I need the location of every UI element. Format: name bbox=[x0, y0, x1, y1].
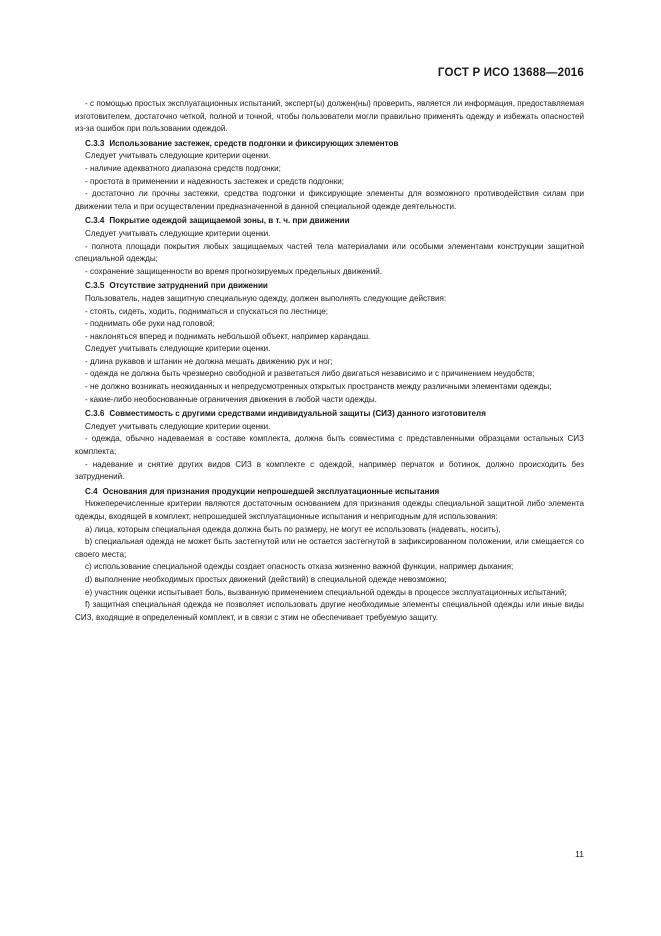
paragraph: b) специальная одежда не может быть застегнутой или не остается застегнутой в зафиксированном положении, или смещается со своего места; bbox=[75, 537, 584, 559]
paragraph: - наличие адекватного диапазона средств подгонки; bbox=[85, 163, 281, 173]
paragraph: - надевание и снятие других видов СИЗ в комплекте с одеждой, например перчаток и ботинок, должно происходить без затруднений. bbox=[75, 459, 584, 482]
paragraph: Нижеперечисленные критерии являются достаточным основанием для признания одежды специальной защитной либо элемента одежды, входящей в комплект, непрошедшей эксплуатационные испытания и непригодным для использования: bbox=[75, 499, 584, 521]
section-number: С.3.6 bbox=[85, 409, 105, 419]
section-number: С.3.4 bbox=[85, 216, 105, 226]
paragraph: - простота в применении и надежность застежек и средств подгонки; bbox=[85, 176, 345, 186]
paragraph: - поднимать обе руки над головой; bbox=[85, 319, 215, 329]
section-heading bbox=[75, 280, 584, 293]
paragraph: - какие-либо необоснованные ограничения движения в любой части одежды. bbox=[85, 394, 377, 404]
section-heading bbox=[75, 138, 584, 151]
section-title: Основания для признания продукции непрошедшей эксплуатационные испытания bbox=[102, 486, 440, 496]
paragraph: f) защитная специальная одежда не позволяет использовать другие необходимые элементы специальной одежды или иные виды СИЗ, входящие в определенный комплект, и в связи с этим не обеспечивает требуемую защиту. bbox=[75, 600, 584, 622]
paragraph: а) лица, которым специальная одежда должна быть по размеру, не могут ее использовать (надевать, носить), bbox=[85, 524, 501, 534]
paragraph: - одежда не должна быть чрезмерно свободной и разветаться либо двигаться независимо и с причинением неудобств; bbox=[85, 369, 535, 379]
section-number: С.3.5 bbox=[85, 281, 105, 291]
paragraph: c) использование специальной одежды создает опасность отказа жизненно важной функции, например дыхания; bbox=[85, 562, 514, 572]
paragraph: - наклоняться вперед и поднимать небольшой объект, например карандаш. bbox=[85, 331, 371, 341]
paragraph: Следует учитывать следующие критерии оценки. bbox=[85, 344, 271, 354]
paragraph: - сохранение защищенности во время прогнозируемых предельных движений. bbox=[85, 266, 383, 276]
section-title: Использование застежек, средств подгонки и фиксирующих элементов bbox=[109, 138, 399, 148]
section-number: С.3.3 bbox=[85, 138, 105, 148]
paragraph: Следует учитывать следующие критерии оценки. bbox=[85, 228, 271, 238]
section-title: Отсутствие затруднений при движении bbox=[109, 281, 268, 291]
paragraph: - не должно возникать неожиданных и непредусмотренных открытых пространств между различными элементами одежды; bbox=[85, 382, 552, 392]
document-body bbox=[75, 98, 584, 624]
paragraph: Пользователь, надев защитную специальную одежду, должен выполнять следующие действия: bbox=[85, 293, 447, 303]
section-heading bbox=[75, 215, 584, 228]
section-heading bbox=[75, 486, 584, 499]
page-number: 11 bbox=[575, 849, 584, 859]
paragraph: - одежда, обычно надеваемая в составе комплекта, должна быть совместима с представленными образцами остальных СИЗ комплекта; bbox=[75, 434, 584, 457]
paragraph: Следует учитывать следующие критерии оценки. bbox=[85, 421, 271, 431]
paragraph: d) выполнение необходимых простых движений (действий) в специальной одежде невозможно; bbox=[85, 574, 447, 584]
paragraph: e) участник оценки испытывает боль, вызванную применением специальной одежды в процессе эксплуатационных испытаний; bbox=[85, 587, 567, 597]
paragraph: - с помощью простых эксплуатационных испытаний, эксперт(ы) должен(ны) проверить, является ли информация, предоставляемая изготовителем, достаточно четкой, полной и точной, чтобы пользователи могли правильно применять одежду и избежать опасностей из-за ошибок при пользовании одеждой. bbox=[75, 99, 584, 134]
section-heading bbox=[75, 408, 584, 421]
paragraph: - полнота площади покрытия любых защищаемых частей тела материалами или особыми элементами конструкции защитной специальной одежды; bbox=[75, 241, 584, 264]
section-title: Покрытие одеждой защищаемой зоны, в т. ч. при движении bbox=[109, 216, 350, 226]
document-code-header: ГОСТ Р ИСО 13688—2016 bbox=[437, 67, 584, 79]
section-title: Совместимость с другими средствами индивидуальной защиты (СИЗ) данного изготовителя bbox=[109, 409, 486, 419]
paragraph: - длина рукавов и штанин не должна мешать движению рук и ног; bbox=[85, 356, 333, 366]
paragraph: - стоять, сидеть, ходить, подниматься и спускаться по лестнице; bbox=[85, 306, 328, 316]
paragraph: Следует учитывать следующие критерии оценки. bbox=[85, 151, 271, 161]
section-number: С.4 bbox=[85, 486, 98, 496]
paragraph: - достаточно ли прочны застежки, средства подгонки и фиксирующие элементы для возможного противодействия силам при движении тела и при осуществлении предназначенной в данной специальной одежде деятельности. bbox=[75, 189, 584, 211]
